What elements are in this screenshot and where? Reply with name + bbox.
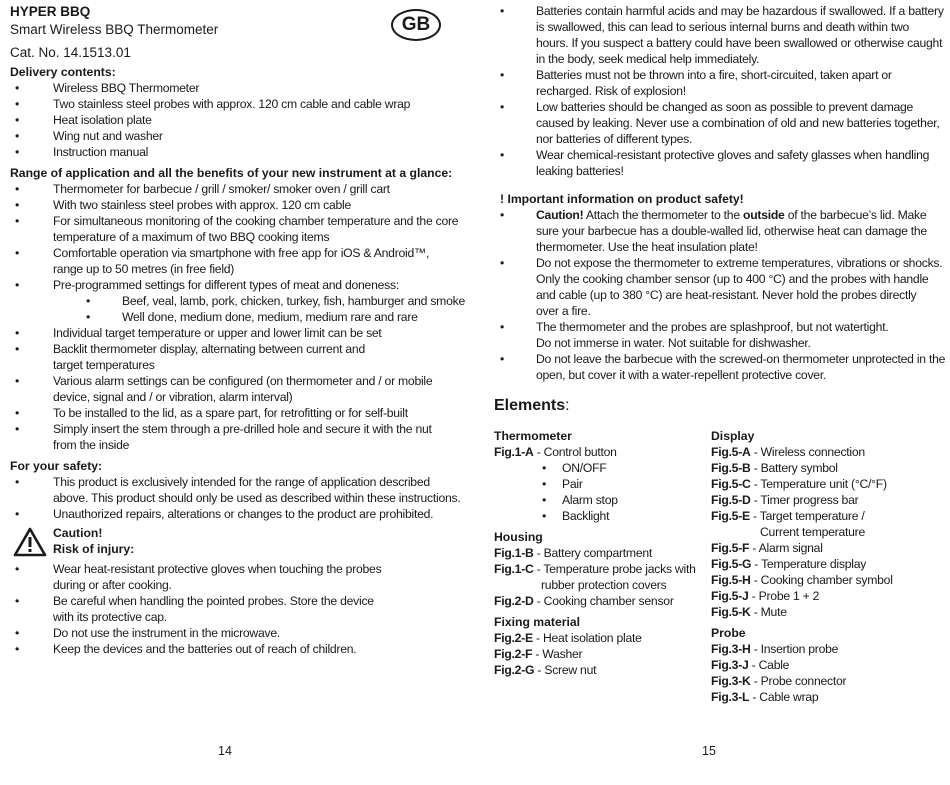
fig-ref: Fig.5-J [711, 589, 749, 603]
fig-text: - Cooking chamber sensor [533, 594, 674, 608]
item-text: With two stainless steel probes with approx. 120 cm cable [53, 198, 352, 212]
item-text: Batteries must not be thrown into a fire, short-circuited, taken apart or [536, 68, 892, 82]
item-text: Attach the thermometer to the [583, 208, 743, 222]
fig-ref: Fig.5-F [711, 541, 750, 555]
fig-ref: Fig.5-E [711, 509, 750, 523]
caution-emphasis: Caution! [536, 208, 584, 222]
item-text: Backlit thermometer display, alternating between current and [53, 342, 365, 356]
item-text: Batteries contain harmful acids and may be hazardous if swallowed. If a battery [536, 4, 944, 18]
item-text: Keep the devices and the batteries out of reach of children. [53, 642, 357, 656]
fig-text: - Alarm signal [749, 541, 823, 555]
fig-line [494, 646, 709, 662]
bullet: • [500, 352, 505, 366]
bullet: • [15, 198, 20, 212]
fig-ref: Fig.5-C [711, 477, 751, 491]
item-text: Low batteries should be changed as soon as possible to prevent damage [536, 100, 914, 114]
bullet: • [542, 493, 547, 507]
product-name: Smart Wireless BBQ Thermometer [10, 22, 219, 37]
right-page [494, 3, 946, 704]
bullet: • [542, 477, 547, 491]
fig-line [711, 689, 931, 705]
list-item [494, 207, 934, 255]
fig-line [494, 662, 709, 678]
fig-ref: Fig.5-H [711, 573, 751, 587]
list-item [10, 325, 455, 341]
list-item [494, 67, 934, 99]
safety-heading: For your safety: [10, 459, 103, 473]
bullet: • [15, 422, 20, 436]
important-heading: ! Important information on product safety! [500, 192, 744, 206]
item-text-cont: sure your barbecue has a double-walled lid, otherwise heat can damage the [536, 224, 927, 238]
bullet: • [15, 406, 20, 420]
bullet: • [500, 100, 505, 114]
fig-text: - Cable wrap [749, 690, 819, 704]
fig-ref: Fig.2-F [494, 647, 533, 661]
elements-colon: : [565, 397, 570, 414]
elements-column-2 [711, 428, 931, 705]
bullet: • [15, 145, 20, 159]
fixing-heading: Fixing material [494, 615, 581, 629]
fig-line [494, 545, 709, 561]
fig-line [494, 630, 709, 646]
display-heading: Display [711, 429, 755, 443]
range-heading: Range of application and all the benefits of your new instrument at a glance: [10, 166, 453, 180]
fig-ref: Fig.5-G [711, 557, 752, 571]
fig-text: - Control button [533, 445, 617, 459]
bullet: • [15, 278, 20, 292]
caution-block [10, 525, 455, 557]
list-item [10, 421, 455, 453]
fig-text: - Timer progress bar [750, 493, 859, 507]
list-item [10, 373, 455, 405]
fig-text: - Temperature unit (°C/°F) [750, 477, 887, 491]
bullet: • [500, 208, 505, 222]
bullet: • [15, 507, 20, 521]
fig-text: - Cable [748, 658, 790, 672]
item-text-cont: from the inside [53, 438, 130, 452]
warning-triangle-icon [13, 527, 47, 557]
item-text: Thermometer for barbecue / grill / smoker/ smoker oven / grill cart [53, 182, 390, 196]
list-item [10, 144, 455, 160]
item-text-cont: Only the cooking chamber sensor (up to 400 °C) and the probes with handle [536, 272, 929, 286]
outside-emphasis: outside [743, 208, 785, 222]
item-text-cont: nor batteries of different types. [536, 132, 693, 146]
elements-column-1 [494, 428, 709, 678]
item-text: Simply insert the stem through a pre-drilled hole and secure it with the nut [53, 422, 432, 436]
fig-ref: Fig.2-E [494, 631, 533, 645]
item-text-cont: temperature of a maximum of two BBQ cooking items [53, 230, 330, 244]
bullet: • [15, 326, 20, 340]
caution-title: Caution! [53, 526, 103, 540]
fig-text: - Washer [532, 647, 583, 661]
fig-text: - Wireless connection [750, 445, 865, 459]
fig-text: - Mute [750, 605, 787, 619]
item-text-cont: above. This product should only be used as described within these instructions. [53, 491, 461, 505]
list-item [494, 351, 946, 383]
list-item [494, 319, 934, 351]
bullet: • [15, 374, 20, 388]
bullet: • [86, 310, 91, 324]
list-item [10, 96, 455, 112]
fig-line [711, 641, 931, 657]
bullet: • [15, 642, 20, 656]
bullet: • [15, 97, 20, 111]
catalog-number: Cat. No. 14.1513.01 [10, 45, 131, 60]
item-text: For simultaneous monitoring of the cooking chamber temperature and the core [53, 214, 459, 228]
caution-list [10, 561, 455, 657]
fig-ref: Fig.5-D [711, 493, 751, 507]
list-item [10, 341, 455, 373]
list-item [10, 474, 461, 506]
fig-ref: Fig.5-K [711, 605, 751, 619]
item-text: Pre-programmed settings for different types of meat and doneness: [53, 278, 399, 292]
sub-list-item [494, 508, 709, 524]
bullet: • [15, 342, 20, 356]
item-text: Do not expose the thermometer to extreme temperatures, vibrations or shocks. [536, 256, 943, 270]
elements-title: Elements [494, 397, 566, 414]
fig-line [711, 444, 931, 460]
probe-heading: Probe [711, 626, 746, 640]
battery-list [494, 3, 944, 179]
safety-list [10, 474, 461, 522]
fig-line [711, 460, 931, 476]
item-text: Backlight [562, 509, 610, 523]
fig-line [711, 604, 931, 620]
fig-text: - Target temperature / [749, 509, 865, 523]
list-item [10, 593, 455, 625]
item-text-cont: in the body, seek medical help immediately. [536, 52, 760, 66]
list-item [10, 112, 455, 128]
bullet: • [15, 214, 20, 228]
fig-ref: Fig.3-H [711, 642, 751, 656]
item-text-cont: device, signal and / or vibration, alarm interval) [53, 390, 293, 404]
bullet: • [15, 475, 20, 489]
item-text-cont: open, but cover it with a water-repellent protective cover. [536, 368, 827, 382]
item-text-cont: leaking batteries! [536, 164, 624, 178]
bullet: • [500, 320, 505, 334]
fig-line [711, 588, 931, 604]
fig-text: - Screw nut [534, 663, 597, 677]
item-text: ON/OFF [562, 461, 607, 475]
item-text-cont: range up to 50 metres (in free field) [53, 262, 235, 276]
list-item [494, 99, 940, 147]
item-text-cont: target temperatures [53, 358, 155, 372]
item-text: To be installed to the lid, as a spare part, for retrofitting or for self-built [53, 406, 408, 420]
sub-list-item [494, 492, 709, 508]
item-text: of the barbecue’s lid. Make [784, 208, 927, 222]
bullet: • [15, 562, 20, 576]
fig-ref: Fig.2-D [494, 594, 534, 608]
item-text-cont: recharged. Risk of explosion! [536, 84, 686, 98]
item-text-cont: over a fire. [536, 304, 591, 318]
fig-text: - Cooking chamber symbol [750, 573, 893, 587]
fig-ref: Fig.1-A [494, 445, 534, 459]
item-text: Two stainless steel probes with approx. 120 cm cable and cable wrap [53, 97, 411, 111]
item-text: This product is exclusively intended for the range of application described [53, 475, 430, 489]
item-text: Comfortable operation via smartphone with free app for iOS & Android™, [53, 246, 430, 260]
bullet: • [15, 81, 20, 95]
item-text-cont: with its protective cap. [53, 610, 167, 624]
bullet: • [500, 148, 505, 162]
item-text: Wear heat-resistant protective gloves when touching the probes [53, 562, 382, 576]
bullet: • [86, 294, 91, 308]
fig-ref: Fig.3-K [711, 674, 751, 688]
item-text: Well done, medium done, medium, medium rare and rare [122, 310, 418, 324]
item-text-cont: and cable (up to 380 °C) are heat-resistant. Never hold the probes directly [536, 288, 917, 302]
country-badge: GB [391, 9, 441, 41]
fig-line [711, 556, 931, 572]
bullet: • [542, 461, 547, 475]
item-text-cont: caused by leaking. Never use a combination of old and new batteries together, [536, 116, 940, 130]
item-text: Alarm stop [562, 493, 618, 507]
fig-line [711, 492, 931, 508]
item-text: Beef, veal, lamb, pork, chicken, turkey, fish, hamburger and smoke [122, 294, 465, 308]
item-text: Be careful when handling the pointed probes. Store the device [53, 594, 374, 608]
item-text-cont: during or after cooking. [53, 578, 172, 592]
important-list [494, 207, 946, 383]
list-item [10, 245, 455, 277]
bullet: • [15, 129, 20, 143]
item-text: Individual target temperature or upper and lower limit can be set [53, 326, 382, 340]
page-number-left: 14 [218, 744, 232, 758]
fig-line-cont: Current temperature [760, 525, 865, 539]
fig-ref: Fig.5-B [711, 461, 751, 475]
bullet: • [15, 182, 20, 196]
fig-text: - Temperature display [751, 557, 867, 571]
fig-ref: Fig.3-L [711, 690, 750, 704]
fig-line-cont: rubber protection covers [541, 578, 667, 592]
bullet: • [15, 594, 20, 608]
item-text: Instruction manual [53, 145, 149, 159]
item-text: Unauthorized repairs, alterations or changes to the product are prohibited. [53, 507, 434, 521]
delivery-heading: Delivery contents: [10, 65, 116, 79]
item-text: Wing nut and washer [53, 129, 163, 143]
item-text: Wear chemical-resistant protective gloves and safety glasses when handling [536, 148, 930, 162]
item-text: Wireless BBQ Thermometer [53, 81, 200, 95]
list-item [10, 506, 455, 522]
fig-line [711, 508, 931, 524]
range-list [10, 181, 465, 453]
bullet: • [500, 256, 505, 270]
thermometer-heading: Thermometer [494, 429, 572, 443]
bullet: • [15, 626, 20, 640]
fig-text: - Heat isolation plate [532, 631, 642, 645]
list-item [10, 561, 455, 593]
item-text: Heat isolation plate [53, 113, 152, 127]
item-text-cont: is swallowed, this can lead to serious internal burns and death within two [536, 20, 910, 34]
fig-ref: Fig.1-B [494, 546, 534, 560]
fig-text: - Battery symbol [750, 461, 838, 475]
fig-text: - Battery compartment [533, 546, 653, 560]
sub-list-item [494, 460, 709, 476]
item-text: Pair [562, 477, 583, 491]
caution-subtitle: Risk of injury: [53, 542, 135, 556]
sub-list-item [10, 293, 465, 309]
left-page [10, 0, 465, 657]
fig-line [494, 593, 709, 609]
fig-line [711, 476, 931, 492]
fig-ref: Fig.2-G [494, 663, 535, 677]
item-text-cont: hours. If you suspect a battery could have been swallowed or otherwise caught [536, 36, 943, 50]
list-item [10, 641, 455, 657]
item-text-cont: Do not immerse in water. Not suitable for dishwasher. [536, 336, 811, 350]
list-item [10, 80, 455, 96]
fig-text: - Probe 1 + 2 [748, 589, 820, 603]
brand-title: HYPER BBQ [10, 4, 91, 19]
elements-heading [494, 396, 934, 416]
list-item [494, 3, 944, 67]
fig-ref: Fig.1-C [494, 562, 534, 576]
fig-line [711, 540, 931, 556]
page-number-right: 15 [702, 744, 716, 758]
fig-ref: Fig.3-J [711, 658, 749, 672]
list-item [494, 147, 934, 179]
fig-text: - Probe connector [750, 674, 847, 688]
list-item [10, 277, 455, 293]
item-text: Do not leave the barbecue with the screwed-on thermometer unprotected in the [536, 352, 946, 366]
sub-list-item [10, 309, 455, 325]
fig-text: - Temperature probe jacks with [533, 562, 696, 576]
list-item [10, 405, 455, 421]
item-text: Various alarm settings can be configured (on thermometer and / or mobile [53, 374, 433, 388]
item-text-cont: thermometer. Use the heat insulation plate! [536, 240, 758, 254]
fig-line [494, 561, 709, 577]
fig-line [494, 444, 709, 460]
fig-ref: Fig.5-A [711, 445, 751, 459]
bullet: • [15, 246, 20, 260]
bullet: • [500, 68, 505, 82]
fig-line [711, 572, 931, 588]
bullet: • [542, 509, 547, 523]
list-item [10, 625, 455, 641]
list-item [10, 197, 455, 213]
fig-line [711, 657, 931, 673]
sub-list-item [494, 476, 709, 492]
housing-heading: Housing [494, 530, 543, 544]
list-item [10, 128, 455, 144]
list-item [494, 255, 943, 319]
item-text: Do not use the instrument in the microwave. [53, 626, 281, 640]
list-item [10, 181, 455, 197]
bullet: • [500, 4, 505, 18]
delivery-list [10, 80, 455, 160]
bullet: • [15, 113, 20, 127]
fig-line [711, 673, 931, 689]
list-item [10, 213, 459, 245]
item-text: The thermometer and the probes are splashproof, but not watertight. [536, 320, 889, 334]
fig-text: - Insertion probe [750, 642, 839, 656]
